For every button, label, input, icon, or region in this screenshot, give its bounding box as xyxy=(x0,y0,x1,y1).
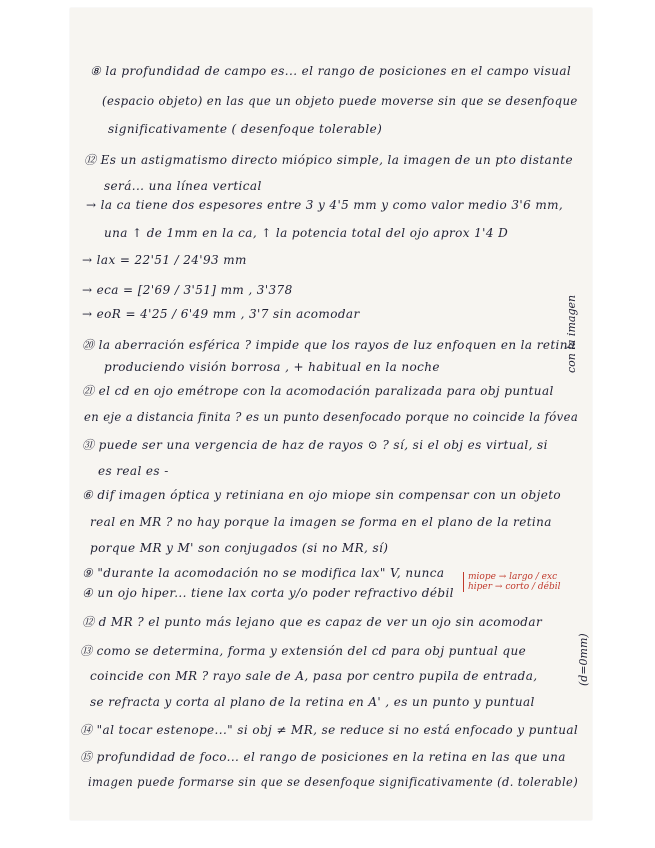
note-line: es real es - xyxy=(98,464,169,478)
note-line: ⑳ la aberración esférica ? impide que los rayos de luz enfoquen en la retina xyxy=(82,338,576,352)
note-line: se refracta y corta al plano de la retina en A' , es un punto y puntual xyxy=(90,695,535,709)
note-line: ⑧ la profundidad de campo es... el rango de posiciones en el campo visual xyxy=(90,64,572,78)
note-line: ⑬ como se determina, forma y extensión del cd para obj puntual que xyxy=(80,644,527,658)
note-line: significativamente ( desenfoque tolerable) xyxy=(108,122,383,136)
note-line: imagen puede formarse sin que se desenfoque significativamente (d. tolerable) xyxy=(88,775,579,789)
note-line: ⑭ "al tocar estenope..." si obj ≠ MR, se reduce si no está enfocado y puntual xyxy=(80,723,579,737)
note-line: → eca = [2'69 / 3'51] mm , 3'378 xyxy=(82,283,293,297)
note-line: → eoR = 4'25 / 6'49 mm , 3'7 sin acomodar xyxy=(82,307,360,321)
handwritten-notes-page xyxy=(70,8,592,820)
note-line: real en MR ? no hay porque la imagen se forma en el plano de la retina xyxy=(90,515,552,529)
note-line: una ↑ de 1mm en la ca, ↑ la potencia total del ojo aprox 1'4 D xyxy=(104,226,509,240)
note-line: ④ un ojo hiper... tiene lax corta y/o poder refractivo débil xyxy=(82,586,454,600)
note-line: será... una línea vertical xyxy=(104,179,262,193)
note-line: porque MR y M' son conjugados (si no MR, sí) xyxy=(90,541,389,555)
note-line: ㉑ el cd en ojo emétrope con la acomodación paralizada para obj puntual xyxy=(82,384,554,398)
note-line: coincide con MR ? rayo sale de A, pasa por centro pupila de entrada, xyxy=(90,669,538,683)
margin-note-equation: (d=0mm) xyxy=(577,633,590,686)
note-line: ⑫ Es un astigmatismo directo miópico simple, la imagen de un pto distante xyxy=(84,153,573,167)
note-line: en eje a distancia finita ? es un punto desenfocado porque no coincide la fóvea xyxy=(84,410,579,424)
margin-note-vertical: con la imagen xyxy=(565,294,578,373)
note-line: → lax = 22'51 / 24'93 mm xyxy=(82,253,247,267)
note-line: ⑥ dif imagen óptica y retiniana en ojo miope sin compensar con un objeto xyxy=(82,488,562,502)
bracket-annotation-line: hiper → corto / débil xyxy=(468,582,561,592)
bracket-annotation xyxy=(463,572,560,592)
note-line: ⑨ "durante la acomodación no se modifica lax" V, nunca xyxy=(82,566,445,580)
note-line: ㉛ puede ser una vergencia de haz de rayos ⊙ ? sí, si el obj es virtual, si xyxy=(82,438,548,452)
note-line: ⑫ d MR ? el punto más lejano que es capaz de ver un ojo sin acomodar xyxy=(82,615,543,629)
note-line: → la ca tiene dos espesores entre 3 y 4'5 mm y como valor medio 3'6 mm, xyxy=(86,198,564,212)
note-line: ⑮ profundidad de foco... el rango de posiciones en la retina en las que una xyxy=(80,750,566,764)
bracket-annotation-line: miope → largo / exc xyxy=(468,572,558,582)
note-line: produciendo visión borrosa , + habitual en la noche xyxy=(104,360,440,374)
note-line: (espacio objeto) en las que un objeto puede moverse sin que se desenfoque xyxy=(102,94,578,108)
